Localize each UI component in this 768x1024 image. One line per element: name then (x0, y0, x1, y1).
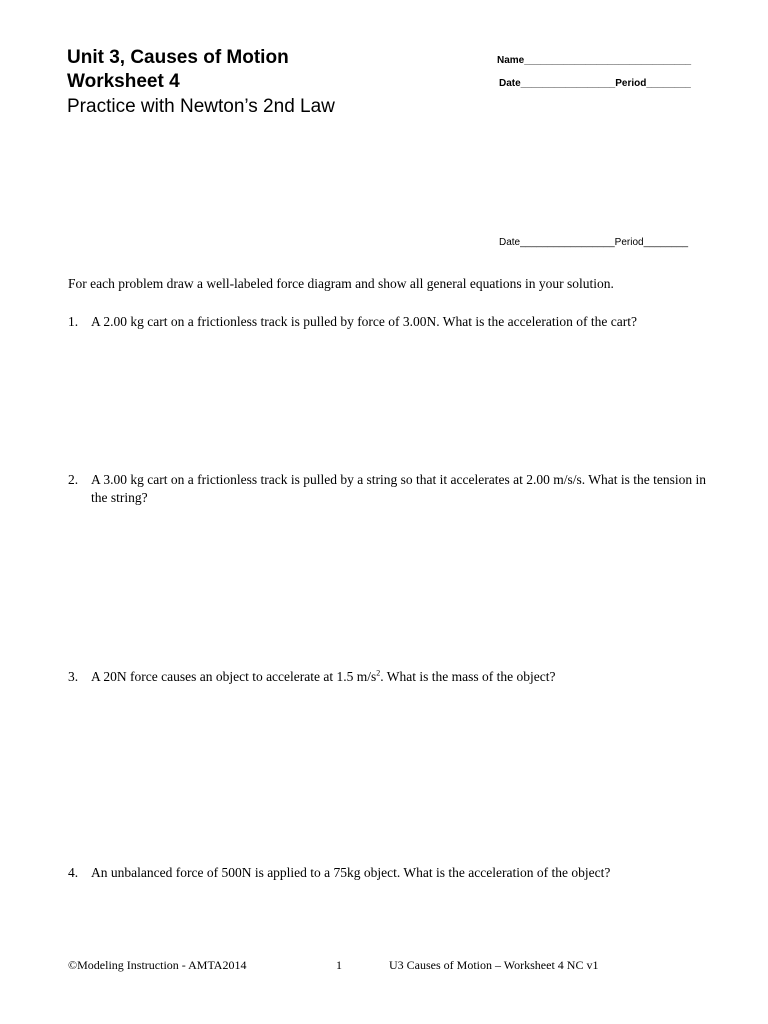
date-period-field: Date_________________Period________ (499, 78, 691, 89)
question-number: 2. (68, 472, 79, 487)
question-text (91, 668, 721, 686)
question-number: 1. (68, 314, 79, 329)
question-number: 4. (68, 865, 79, 880)
superscript-exponent: 2 (376, 668, 381, 678)
question-2 (68, 471, 728, 507)
question-text-tail: . What is the mass of the object? (380, 669, 556, 684)
name-field: Name______________________________ (497, 55, 692, 66)
question-text: A 2.00 kg cart on a frictionless track is pulled by force of 3.00N. What is the acceleration of the cart? (91, 314, 637, 329)
subtitle: Practice with Newton’s 2nd Law (67, 96, 335, 117)
question-4 (68, 864, 728, 882)
question-text: An unbalanced force of 500N is applied to a 75kg object. What is the acceleration of the object? (91, 865, 611, 880)
title-unit: Unit 3, Causes of Motion (67, 47, 289, 68)
footer-document-id: U3 Causes of Motion – Worksheet 4 NC v1 (389, 958, 599, 972)
question-3 (68, 668, 728, 686)
question-number: 3. (68, 669, 79, 684)
question-text-main: A 20N force causes an object to accelerate at 1.5 m/s (91, 669, 377, 684)
footer-page-number: 1 (336, 958, 342, 972)
instructions: For each problem draw a well-labeled force diagram and show all general equations in your solution. (68, 276, 614, 291)
question-1 (68, 313, 728, 331)
date-period-field-secondary: Date_________________Period________ (499, 237, 689, 248)
title-worksheet: Worksheet 4 (67, 71, 180, 92)
question-text: A 3.00 kg cart on a frictionless track is pulled by a string so that it accelerates at 2.00 m/s/s. What is the tension in the string? (91, 472, 706, 505)
footer-copyright: ©Modeling Instruction - AMTA2014 (68, 958, 247, 972)
